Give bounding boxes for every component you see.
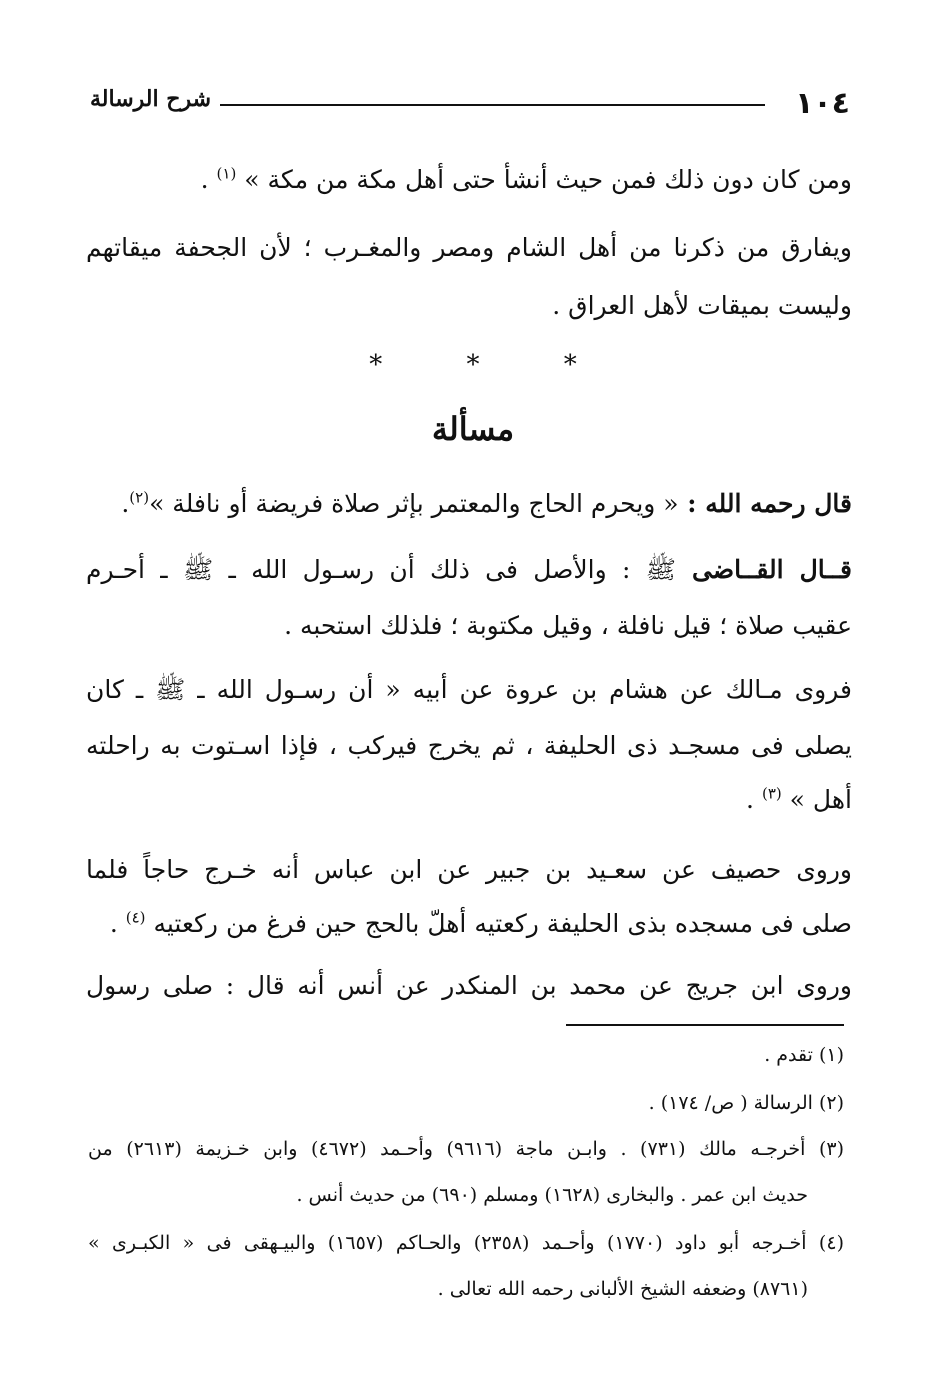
paragraph-lead: قــال القــاضى	[675, 555, 852, 584]
body-line-2: ويفارق من ذكرنا من أهل الشام ومصر والمغـرب ؛ لأن الجحفة ميقاتهم	[86, 233, 852, 262]
body-text: .	[200, 165, 217, 194]
honorific-glyph: ﷺ	[645, 555, 676, 584]
section-title: مسألة	[431, 410, 515, 448]
paragraph-3-line-2: يصلى فى مسجـد ذى الحليفة ، ثم يخرج فيركب ، فإذا اسـتوت به راحلته	[86, 731, 852, 760]
footnote-1: (١) تقدم .	[764, 1044, 844, 1066]
body-text: .	[746, 785, 762, 814]
running-header	[90, 78, 850, 128]
footnote-3-line-2: حديث ابن عمر . والبخارى (١٦٢٨) ومسلم (٦٩٠) من حديث أنس .	[296, 1184, 808, 1206]
paragraph-2-line-2: عقيب صلاة ؛ قيل نافلة ، وقيل مكتوبة ؛ فلذلك استحبه .	[284, 611, 852, 640]
footnote-2: (٢) الرسالة ( ص/ ١٧٤) .	[648, 1092, 844, 1114]
body-line-1	[201, 160, 852, 204]
footnote-ref-4: (٤)	[125, 908, 146, 927]
body-text: : والأصل فى ذلك أن رسـول الله ـ ﷺ ـ أحـرم	[86, 555, 646, 584]
body-text: .	[109, 909, 126, 938]
paragraph-5-line-1: وروى ابن جريج عن محمد بن المنكدر عن أنس أنه قال : صلى رسول	[86, 971, 852, 1000]
paragraph-2-line-1	[86, 550, 852, 594]
paragraph-4-line-2	[110, 904, 852, 948]
footnote-4-line-1: (٤) أخـرجه أبو داود (١٧٧٠) وأحـمد (٢٣٥٨) والحـاكم (١٦٥٧) والبيـهقى فى « الكبـرى »	[88, 1232, 844, 1254]
body-line-3: وليست بميقات لأهل العراق .	[552, 291, 852, 320]
footnote-separator	[566, 1024, 844, 1026]
quoted-text: « ويحرم الحاج والمعتمر بإثر صلاة فريضة أو نافلة »	[149, 489, 679, 518]
paragraph-3-line-3	[746, 780, 852, 824]
body-text: .	[121, 489, 130, 518]
footnote-ref-2: (٢)	[129, 488, 150, 507]
paragraph-lead: قال رحمه الله :	[678, 489, 852, 518]
body-text: ومن كان دون ذلك فمن حيث أنشأ حتى أهل مكة من مكة »	[236, 165, 852, 194]
footnote-4-line-2: (٨٧٦١) وضعفه الشيخ الألبانى رحمه الله تعالى .	[437, 1278, 808, 1300]
body-text: صلى فى مسجده بذى الحليفة ركعتيه أهلّ بالحج حين فرغ من ركعتيه	[145, 909, 852, 938]
section-separator-stars: * * *	[369, 350, 615, 380]
footnote-ref-1: (١)	[216, 164, 237, 183]
paragraph-3-line-1: فروى مـالك عن هشام بن عروة عن أبيه « أن رسـول الله ـ ﷺ ـ كان	[86, 675, 852, 704]
footnote-ref-3: (٣)	[761, 784, 782, 803]
footnote-3-line-1: (٣) أخرجـه مالك (٧٣١) . وابـن ماجة (٩٦١٦) وأحـمد (٤٦٧٢) وابن خـزيمة (٢٦١٣) من	[88, 1138, 845, 1160]
running-title: شرح الرسالة	[90, 86, 212, 112]
body-text: أهل »	[781, 785, 852, 814]
page-number: ١٠٤	[795, 86, 850, 121]
header-rule	[220, 104, 765, 106]
paragraph-4-line-1: وروى حصيف عن سعـيد بن جبير عن ابن عباس أنه خـرج حاجاً فلما	[86, 855, 852, 884]
paragraph-1-line	[121, 484, 852, 528]
